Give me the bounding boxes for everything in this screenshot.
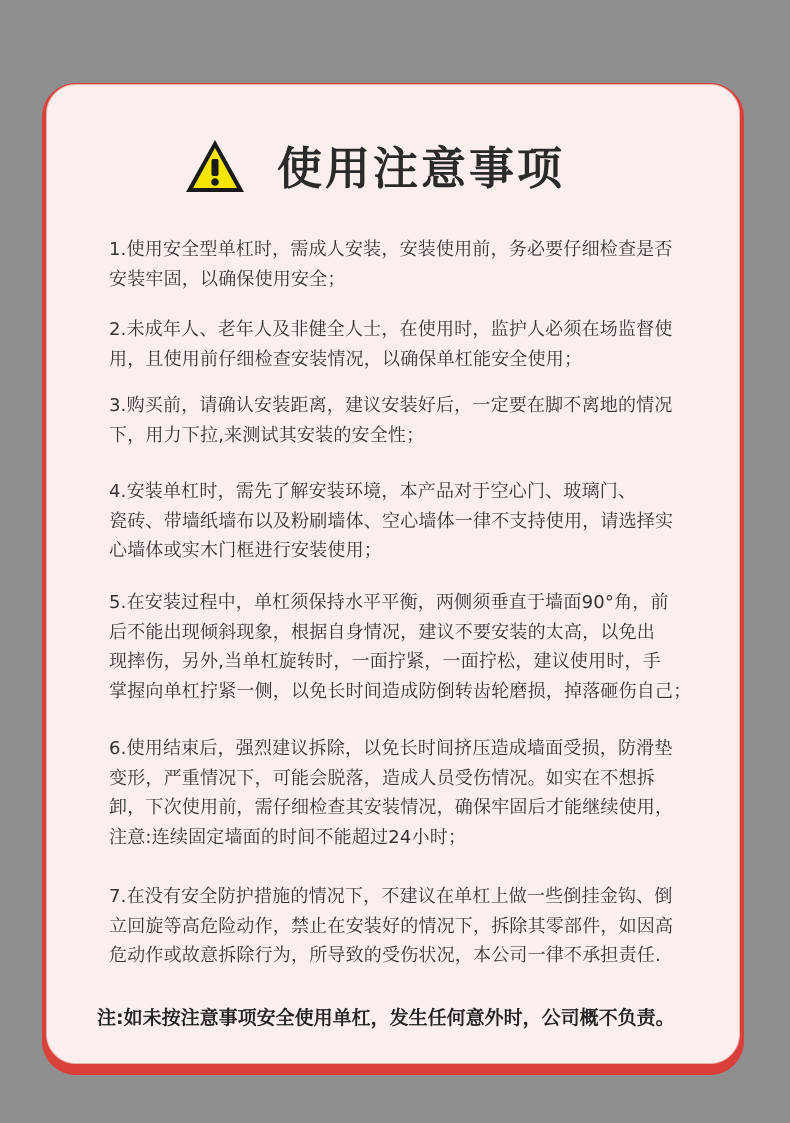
disclaimer-note: 注:如未按注意事项安全使用单杠，发生任何意外时，公司概不负责。 bbox=[97, 1007, 675, 1029]
notice-line: 掌握向单杠拧紧一侧，以免长时间造成防倒转齿轮磨损，掉落砸伤自己； bbox=[109, 680, 692, 702]
notice-line: 1.使用安全型单杠时，需成人安装，安装使用前，务必要仔细检查是否 bbox=[109, 239, 673, 260]
notice-item-4 bbox=[109, 477, 709, 566]
notice-line: 4.安装单杠时，需先了解安装环境，本产品对于空心门、玻璃门、 bbox=[109, 481, 637, 502]
notice-line: 用，且使用前仔细检查安装情况，以确保单杠能安全使用； bbox=[109, 348, 583, 370]
notice-line: 3.购买前，请确认安装距离，建议安装好后，一定要在脚不离地的情况 bbox=[109, 395, 673, 416]
notice-item-1 bbox=[109, 235, 709, 294]
notice-line: 5.在安装过程中，单杠须保持水平平衡，两侧须垂直于墙面90°角，前 bbox=[109, 592, 669, 613]
notice-item-2 bbox=[109, 315, 709, 374]
notice-line: 心墙体或实木门框进行安装使用； bbox=[109, 540, 382, 561]
notice-item-7 bbox=[109, 882, 709, 971]
notice-line: 注意:连续固定墙面的时间不能超过24小时； bbox=[109, 826, 467, 848]
page-title: 使用注意事项 bbox=[277, 142, 566, 195]
notice-line: 变形，严重情况下，可能会脱落，造成人员受伤情况。如实在不想拆 bbox=[109, 767, 655, 789]
notice-line: 后不能出现倾斜现象，根据自身情况，建议不要安装的太高，以免出 bbox=[109, 621, 655, 643]
notice-line: 立回旋等高危险动作，禁止在安装好的情况下，拆除其零部件，如因高 bbox=[109, 915, 674, 937]
warning-triangle-icon bbox=[183, 137, 247, 195]
notice-card bbox=[46, 84, 740, 1064]
notice-line: 下，用力下拉,来测试其安装的安全性； bbox=[109, 424, 425, 446]
notice-item-3 bbox=[109, 391, 709, 450]
notice-line: 卸，下次使用前，需仔细检查其安装情况，确保牢固后才能继续使用， bbox=[109, 797, 674, 818]
notice-line: 瓷砖、带墙纸墙布以及粉刷墙体、空心墙体一律不支持使用，请选择实 bbox=[109, 510, 674, 532]
notice-line: 安装牢固，以确保使用安全； bbox=[109, 268, 346, 290]
notice-item-5 bbox=[109, 588, 709, 706]
notice-line: 2.未成年人、老年人及非健全人士，在使用时，监护人必须在场监督使 bbox=[109, 319, 673, 340]
notice-line: 现摔伤，另外,当单杠旋转时，一面拧紧，一面拧松，建议使用时，手 bbox=[109, 651, 661, 672]
title-row bbox=[47, 143, 739, 203]
notice-item-6 bbox=[109, 734, 709, 852]
notice-line: 6.使用结束后，强烈建议拆除，以免长时间挤压造成墙面受损，防滑垫 bbox=[109, 738, 673, 759]
notice-line: 危动作或故意拆除行为，所导致的受伤状况，本公司一律不承担责任. bbox=[109, 945, 661, 966]
notice-line: 7.在没有安全防护措施的情况下，不建议在单杠上做一些倒挂金钩、倒 bbox=[109, 886, 673, 907]
